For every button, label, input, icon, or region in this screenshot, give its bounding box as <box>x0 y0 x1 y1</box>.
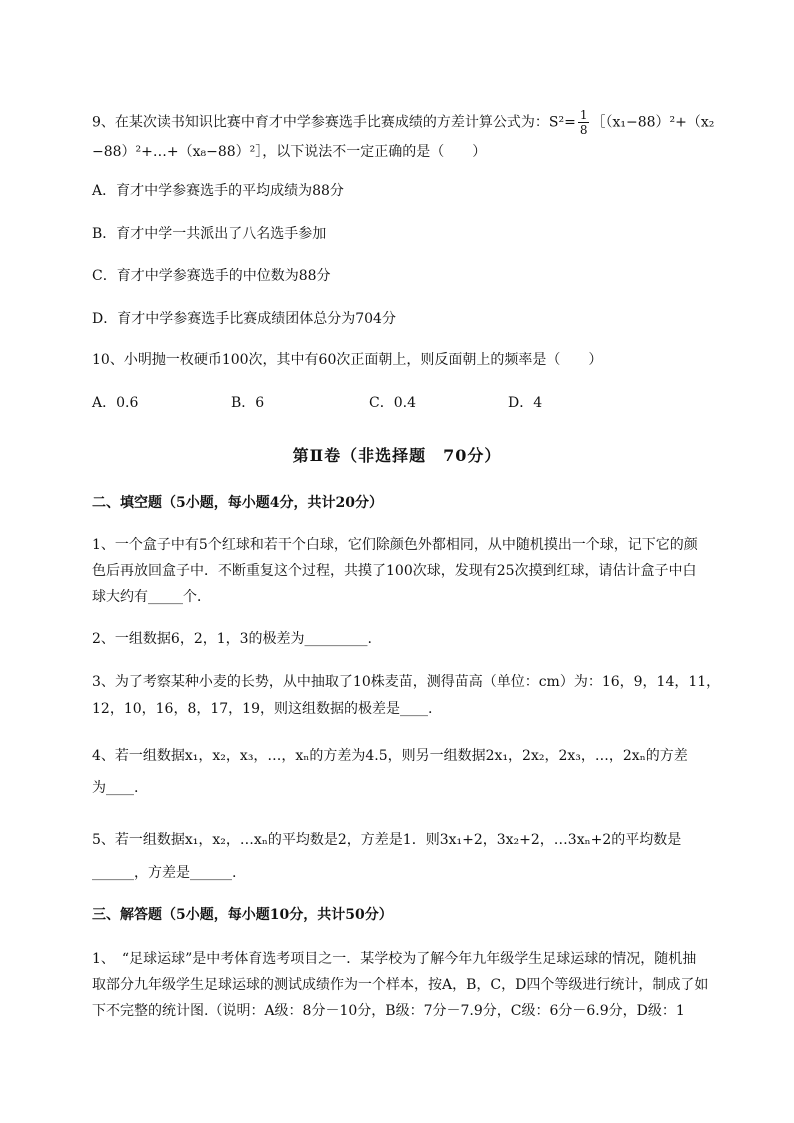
solve-q1-line-1: 1、 “足球运球”是中考体育选考项目之一．某学校为了解今年九年级学生足球运球的情况，随机抽 <box>92 951 697 967</box>
fill-q4-line-1: 4、若一组数据x₁，x₂，x₃，…，xₙ的方差为4.5，则另一组数据2x₁，2x₂，2x₃，…，2xₙ的方差 <box>92 748 688 764</box>
fill-q5-line-1: 5、若一组数据x₁，x₂，…xₙ的平均数是2，方差是1．则3x₁+2，3x₂+2，…3xₙ+2的平均数是 <box>92 832 682 848</box>
q9-fraction <box>578 108 590 137</box>
fill-q1-line-1: 1、一个盒子中有5个红球和若干个白球，它们除颜色外都相同，从中随机摸出一个球，记下它的颜 <box>92 537 698 553</box>
fill-q3-line-2: 12，10，16，8，17，19，则这组数据的极差是____. <box>92 701 433 717</box>
solve-q1-line-2: 取部分九年级学生足球运球的测试成绩作为一个样本，按A，B，C，D四个等级进行统计，制成了如 <box>92 977 709 993</box>
q10-option-a: A．0.6 <box>92 395 139 411</box>
fill-q4-line-2: 为____. <box>92 780 139 796</box>
q9-option-d: D．育才中学参赛选手比赛成绩团体总分为704分 <box>92 311 396 327</box>
q9-option-a: A．育才中学参赛选手的平均成绩为88分 <box>92 183 344 199</box>
section-2-title: 第Ⅱ卷（非选择题 70分） <box>292 446 502 465</box>
q9-stem-part-1: 9、在某次读书知识比赛中育才中学参赛选手比赛成绩的方差计算公式为：S²= <box>92 114 576 131</box>
fill-section-header: 二、填空题（5小题，每小题4分，共计20分） <box>92 495 383 511</box>
fill-q3-line-1: 3、为了考察某种小麦的长势，从中抽取了10株麦苗，测得苗高（单位：cm）为：16，9，14，11， <box>92 674 721 690</box>
fill-q1-line-2: 色后再放回盒子中．不断重复这个过程，共摸了100次球，发现有25次摸到红球，请估计盒子中白 <box>92 563 697 579</box>
q9-option-b: B．育才中学一共派出了八名选手参加 <box>92 226 327 242</box>
q9-line-2: −88）²+…+（x₈−88）²］，以下说法不一定正确的是（ ） <box>92 144 487 160</box>
solve-q1-line-3: 下不完整的统计图.（说明：A级：8分－10分，B级：7分－7.9分，C级：6分－6.9分，D级：1 <box>92 1003 685 1019</box>
q10-stem: 10、小明抛一枚硬币100次，其中有60次正面朝上，则反面朝上的频率是（ ） <box>92 352 603 368</box>
q9-fraction-numerator: 1 <box>579 108 588 122</box>
q9-fraction-denominator: 8 <box>579 123 588 137</box>
q9-line-1 <box>92 108 714 137</box>
fill-q1-line-3: 球大约有_____个． <box>92 589 211 605</box>
q9-option-c: C．育才中学参赛选手的中位数为88分 <box>92 268 331 284</box>
solve-section-header: 三、解答题（5小题，每小题10分，共计50分） <box>92 907 393 923</box>
q9-stem-part-2: ［（x₁−88）²+（x₂ <box>591 114 715 131</box>
q10-option-c: C．0.4 <box>369 395 416 411</box>
q10-option-d: D．4 <box>508 395 543 411</box>
fill-q5-line-2: ______，方差是______. <box>92 865 237 881</box>
fill-q2: 2、一组数据6，2，1，3的极差为_________. <box>92 631 372 647</box>
q10-option-b: B．6 <box>231 395 265 411</box>
